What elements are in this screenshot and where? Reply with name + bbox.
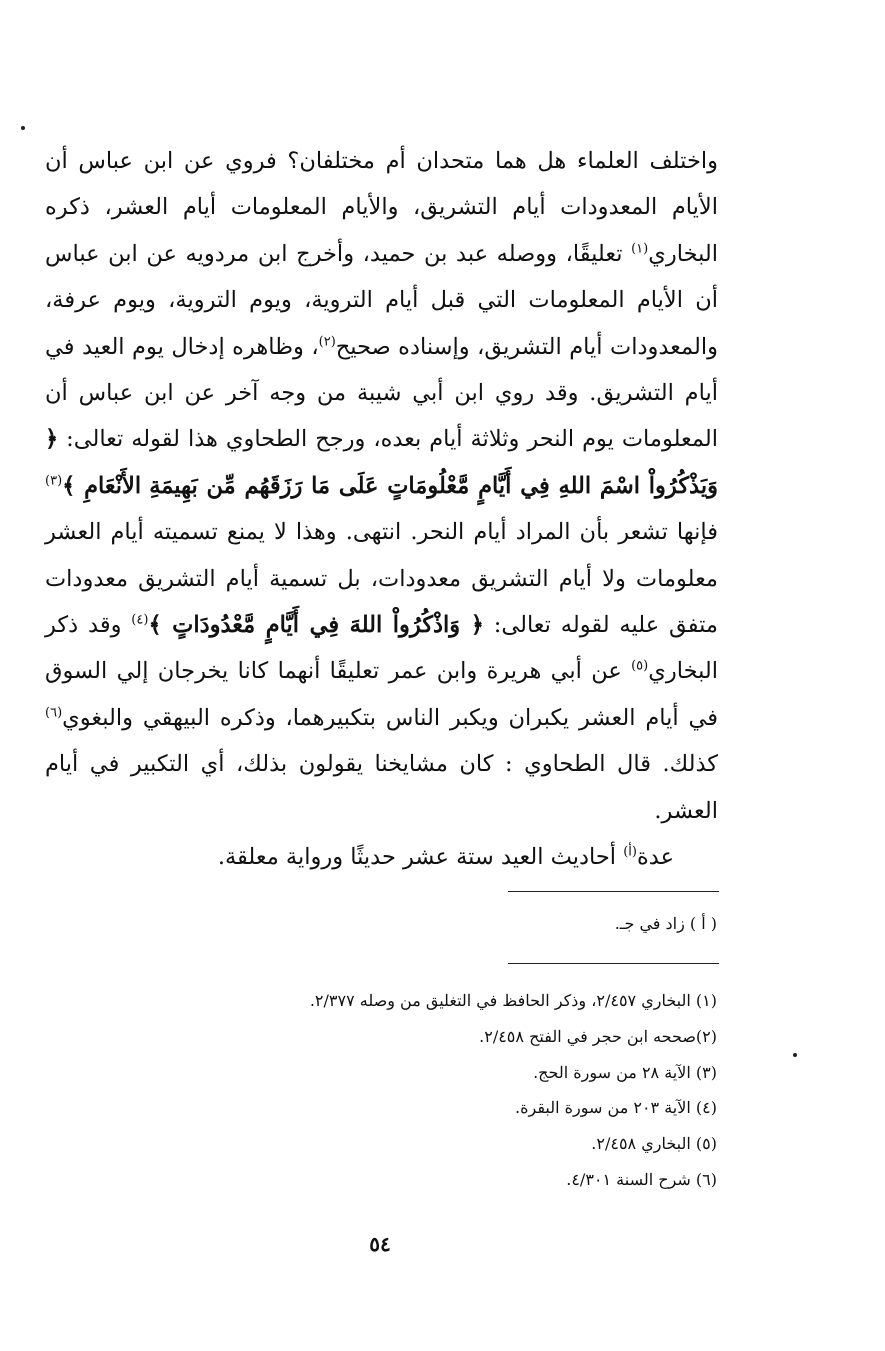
text-line: التكبير في أيام العشر. xyxy=(45,751,718,824)
divider xyxy=(508,891,719,892)
footnote-item: (٤) الآية ٢٠٣ من سورة البقرة. xyxy=(515,1098,717,1118)
main-text xyxy=(45,138,718,881)
footnote-item: (٣) الآية ٢٨ من سورة الحج. xyxy=(533,1062,717,1082)
text-line: إلي السوق في أيام العشر يكبران ويكبر الناس بتكبيرهما، وذكره البيهقي xyxy=(45,658,718,731)
divider xyxy=(508,963,719,964)
footnote-ref[interactable]: (٦) xyxy=(45,705,63,721)
page-number: ٥٤ xyxy=(369,1232,391,1256)
scan-speck xyxy=(793,1053,797,1057)
footnote-ref[interactable]: (٤) xyxy=(131,612,149,628)
closing-line: عدة$^{(أ)}$ أحاديث العيد ستة عشر حديثًا ورواية معلقة. xyxy=(217,844,674,871)
footnote-ref[interactable]: (٥) xyxy=(631,658,649,674)
text-line: عن أبي هريرة وابن عمر تعليقًا أنهما كانا يخرجان xyxy=(157,658,632,685)
footnote-item: (١) البخاري ٢/٤٥٧، وذكر الحافظ في التغليق من وصله ٢/٣٧٧. xyxy=(309,991,717,1010)
text-line: الأيام المعدودات أيام التشريق، والأيام المعلومات أيام العشر، ذكره xyxy=(45,194,718,221)
footnote-ref[interactable]: (٢) xyxy=(318,334,336,350)
footnote-item: (٦) شرح السنة ٤/٣٠١. xyxy=(566,1169,717,1189)
text-line: وقد ذكر البخاري xyxy=(45,612,718,685)
text-line: تعليقًا، ووصله عبد بن حميد، وأخرج ابن مردويه عن ابن xyxy=(108,240,632,267)
footnote-ref[interactable]: (أ) xyxy=(623,844,637,860)
text-line: واختلف العلماء هل هما متحدان أم مختلفان؟ فروي عن ابن عباس أن xyxy=(45,148,718,174)
footnote-item: (٥) البخاري ٢/٤٥٨. xyxy=(591,1134,717,1154)
footnotes xyxy=(157,983,717,1198)
text-line: أيام التشريق. وقد روي ابن أبي شيبة من وجه آخر عن ابن عباس أن xyxy=(45,380,718,407)
footnote-ref[interactable]: (١) xyxy=(631,241,649,257)
text-line: والمعدودات أيام التشريق، وإسناده صحيح xyxy=(335,333,718,360)
text-line: معدودات متفق عليه لقوله تعالى: xyxy=(45,565,718,639)
text-line: فإنها تشعر بأن المراد أيام النحر. انتهى. وهذا لا يمنع تسميته xyxy=(152,519,718,546)
footnote-variant: ( أ ) زاد في جـ. xyxy=(614,914,717,933)
footnote-ref[interactable]: (٣) xyxy=(45,473,63,489)
text-line: والبغوي xyxy=(62,704,133,731)
text-line: كذلك. قال الطحاوي : كان مشايخنا يقولون بذلك، أي xyxy=(200,751,718,778)
footnote-item: (٢)صححه ابن حجر في الفتح ٢/٤٥٨. xyxy=(479,1026,717,1046)
text-line: المعلومات يوم النحر وثلاثة أيام بعده، ورجح الطحاوي هذا لقوله تعالى: xyxy=(66,426,718,453)
quran-verse: ﴿ وَاذْكُرُواْ اللهَ فِي أَيَّامٍ مَّعْدُودَاتٍ ﴾ xyxy=(148,612,484,639)
paragraph xyxy=(45,138,718,834)
text-line: أيام العشر معلومات ولا أيام التشريق معدودات، بل تسمية أيام التشريق xyxy=(45,519,718,592)
text-line: ، وظاهره إدخال يوم العيد في xyxy=(45,333,319,360)
quran-verse: ﴿ وَيَذْكُرُواْ اسْمَ اللهِ فِي أَيَّامٍ مَّعْلُومَاتٍ عَلَى مَا رَزَقَهُم مِّن بَهِيمَةِ xyxy=(45,426,718,499)
text-line: البخاري xyxy=(648,240,718,267)
text-line: عباس أن الأيام المعلومات التي قبل أيام التروية، ويوم التروية، ويوم عرفة، xyxy=(45,240,718,314)
scan-speck xyxy=(21,126,25,130)
quran-verse-end: الأَنْعَامِ ﴾ xyxy=(62,472,142,499)
